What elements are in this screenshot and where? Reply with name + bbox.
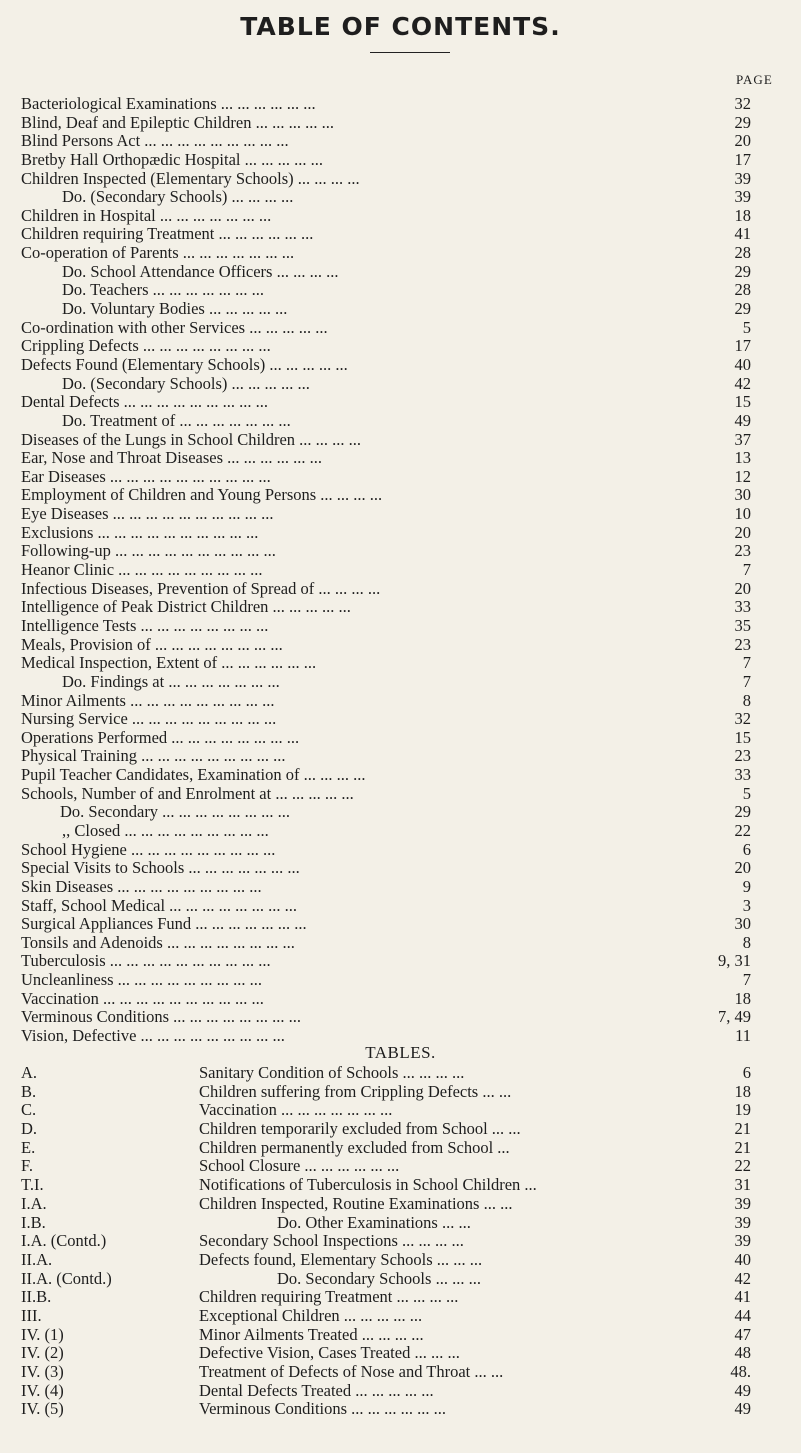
contents-entry <box>0 524 801 543</box>
entry-page-number: 18 <box>734 205 751 225</box>
table-entry <box>0 1363 801 1382</box>
entry-label: Children Inspected (Elementary Schools) ... ... ... ... <box>21 168 360 188</box>
contents-entry <box>0 654 801 673</box>
contents-entry <box>0 337 801 356</box>
entry-label: Do. School Attendance Officers ... ... ... ... <box>62 261 339 281</box>
contents-index <box>0 95 801 1046</box>
table-page-number: 21 <box>734 1137 751 1157</box>
entry-label: Children in Hospital ... ... ... ... ... ... ... <box>21 205 272 225</box>
table-description: Sanitary Condition of Schools ... ... ... ... <box>199 1063 465 1082</box>
table-description: Minor Ailments Treated ... ... ... ... <box>199 1324 424 1344</box>
table-page-number: 40 <box>734 1249 751 1269</box>
table-description: Defective Vision, Cases Treated ... ... ... <box>199 1343 460 1363</box>
table-code: D. <box>21 1119 38 1139</box>
table-entry <box>0 1101 801 1120</box>
entry-page-number: 22 <box>734 820 751 840</box>
contents-entry <box>0 505 801 524</box>
table-page-number: 41 <box>734 1287 751 1307</box>
table-entry <box>0 1382 801 1401</box>
entry-page-number: 23 <box>734 746 751 766</box>
table-code: T.I. <box>21 1175 44 1195</box>
contents-entry <box>0 952 801 971</box>
table-entry <box>0 1400 801 1419</box>
entry-page-number: 28 <box>734 243 751 263</box>
entry-page-number: 8 <box>742 932 751 952</box>
table-entry <box>0 1251 801 1270</box>
table-code: I.A. <box>21 1193 47 1213</box>
table-entry <box>0 1214 801 1233</box>
entry-page-number: 15 <box>734 727 751 747</box>
entry-label: Ear, Nose and Throat Diseases ... ... ... ... ... ... <box>21 448 323 468</box>
contents-entry <box>0 393 801 412</box>
contents-entry <box>0 897 801 916</box>
contents-entry <box>0 263 801 282</box>
contents-entry <box>0 431 801 450</box>
table-description: Notifications of Tuberculosis in School Children ... <box>199 1175 537 1195</box>
table-code: III. <box>21 1305 42 1325</box>
entry-label: Heanor Clinic ... ... ... ... ... ... ... ... ... <box>21 560 263 580</box>
entry-label: Exclusions ... ... ... ... ... ... ... ... ... ... <box>21 522 259 542</box>
contents-entry <box>0 859 801 878</box>
contents-entry <box>0 803 801 822</box>
entry-page-number: 42 <box>734 373 751 393</box>
table-entry <box>0 1176 801 1195</box>
entry-label: Diseases of the Lungs in School Children ... ... ... ... <box>21 429 362 449</box>
entry-label: Uncleanliness ... ... ... ... ... ... ... ... ... <box>21 970 263 990</box>
entry-label: Verminous Conditions ... ... ... ... ... ... ... ... <box>21 1007 302 1027</box>
contents-entry <box>0 114 801 133</box>
entry-label: Employment of Children and Young Persons ... ... ... ... <box>21 485 383 505</box>
contents-entry <box>0 300 801 319</box>
table-description: Secondary School Inspections ... ... ... ... <box>199 1231 464 1251</box>
entry-label: Co-ordination with other Services ... ... ... ... ... <box>21 317 328 337</box>
table-code: IV. (4) <box>21 1380 64 1400</box>
contents-entry <box>0 170 801 189</box>
contents-entry <box>0 188 801 207</box>
entry-label: Crippling Defects ... ... ... ... ... ... ... ... <box>21 336 271 356</box>
table-page-number: 44 <box>734 1305 751 1325</box>
entry-label: Blind, Deaf and Epileptic Children ... ... ... ... ... <box>21 112 334 132</box>
table-description: Vaccination ... ... ... ... ... ... ... <box>199 1100 393 1120</box>
table-page-number: 39 <box>734 1231 751 1251</box>
entry-page-number: 33 <box>734 597 751 617</box>
tables-heading: TABLES. <box>365 1043 436 1062</box>
table-entry <box>0 1157 801 1176</box>
table-code: E. <box>21 1137 36 1157</box>
entry-label: Children requiring Treatment ... ... ... ... ... ... <box>21 224 314 244</box>
entry-page-number: 11 <box>735 1026 751 1046</box>
contents-entry <box>0 934 801 953</box>
contents-entry <box>0 486 801 505</box>
contents-entry <box>0 225 801 244</box>
table-page-number: 6 <box>742 1063 751 1082</box>
table-page-number: 39 <box>734 1193 751 1213</box>
entry-label: Vision, Defective ... ... ... ... ... ... ... ... ... <box>21 1026 285 1046</box>
table-code: IV. (3) <box>21 1362 64 1381</box>
contents-entry <box>0 412 801 431</box>
table-description: Children permanently excluded from School ... <box>199 1137 510 1157</box>
entry-label: Do. Treatment of ... ... ... ... ... ... ... <box>62 410 291 430</box>
entry-page-number: 28 <box>734 280 751 300</box>
entry-page-number: 7, 49 <box>718 1007 751 1027</box>
entry-label: Tonsils and Adenoids ... ... ... ... ... ... ... ... <box>21 932 295 952</box>
entry-page-number: 20 <box>734 858 751 878</box>
entry-label: Physical Training ... ... ... ... ... ... ... ... ... <box>21 746 286 766</box>
entry-page-number: 20 <box>734 131 751 151</box>
entry-page-number: 17 <box>734 149 751 169</box>
table-code: II.B. <box>21 1287 52 1307</box>
table-page-number: 19 <box>734 1100 751 1120</box>
contents-entry <box>0 841 801 860</box>
contents-entry <box>0 878 801 897</box>
table-page-number: 47 <box>734 1324 751 1344</box>
entry-page-number: 9, 31 <box>718 951 751 971</box>
contents-entry <box>0 915 801 934</box>
entry-label: Intelligence of Peak District Children ... ... ... ... ... <box>21 597 351 617</box>
entry-page-number: 12 <box>734 466 751 486</box>
entry-page-number: 7 <box>742 671 751 691</box>
entry-label: Do. Secondary ... ... ... ... ... ... ... ... <box>60 802 291 822</box>
page-column-heading: PAGE <box>736 72 773 87</box>
entry-page-number: 37 <box>734 429 751 449</box>
table-entry <box>0 1288 801 1307</box>
entry-page-number: 7 <box>742 653 751 673</box>
contents-entry <box>0 207 801 226</box>
entry-label: Infectious Diseases, Prevention of Spread of ... ... ... ... <box>21 578 381 598</box>
entry-page-number: 29 <box>734 802 751 822</box>
contents-entry <box>0 747 801 766</box>
contents-entry <box>0 990 801 1009</box>
title-rule <box>370 52 450 53</box>
contents-entry <box>0 580 801 599</box>
contents-entry <box>0 822 801 841</box>
entry-page-number: 5 <box>742 783 751 803</box>
table-page-number: 49 <box>734 1380 751 1400</box>
entry-label: Operations Performed ... ... ... ... ... ... ... ... <box>21 727 300 747</box>
tables-index <box>0 1064 801 1419</box>
table-description: Defects found, Elementary Schools ... ... ... <box>199 1249 483 1269</box>
entry-label: ,, Closed ... ... ... ... ... ... ... ... ... <box>62 820 269 840</box>
contents-entry <box>0 673 801 692</box>
table-description: Treatment of Defects of Nose and Throat ... ... <box>199 1362 504 1381</box>
table-entry <box>0 1270 801 1289</box>
contents-entry <box>0 244 801 263</box>
entry-label: Vaccination ... ... ... ... ... ... ... ... ... ... <box>21 988 264 1008</box>
entry-label: Nursing Service ... ... ... ... ... ... ... ... ... <box>21 709 277 729</box>
entry-label: Do. (Secondary Schools) ... ... ... ... ... <box>62 373 310 393</box>
table-description: Do. Other Examinations ... ... <box>277 1212 471 1232</box>
table-entry <box>0 1083 801 1102</box>
contents-entry <box>0 281 801 300</box>
contents-entry <box>0 729 801 748</box>
table-page-number: 49 <box>734 1399 751 1419</box>
entry-page-number: 41 <box>734 224 751 244</box>
entry-page-number: 5 <box>742 317 751 337</box>
table-code: B. <box>21 1081 37 1101</box>
table-code: II.A. <box>21 1249 53 1269</box>
entry-label: Bretby Hall Orthopædic Hospital ... ... ... ... ... <box>21 149 324 169</box>
table-entry <box>0 1139 801 1158</box>
entry-page-number: 17 <box>734 336 751 356</box>
contents-entry <box>0 561 801 580</box>
table-code: I.B. <box>21 1212 46 1232</box>
table-description: School Closure ... ... ... ... ... ... <box>199 1156 400 1176</box>
entry-page-number: 18 <box>734 988 751 1008</box>
table-code: IV. (5) <box>21 1399 64 1419</box>
entry-label: Eye Diseases ... ... ... ... ... ... ... ... ... ... <box>21 504 274 524</box>
entry-page-number: 10 <box>734 504 751 524</box>
entry-page-number: 23 <box>734 634 751 654</box>
entry-label: Pupil Teacher Candidates, Examination of ... ... ... ... <box>21 765 366 785</box>
entry-page-number: 40 <box>734 354 751 374</box>
table-description: Exceptional Children ... ... ... ... ... <box>199 1305 423 1325</box>
table-description: Do. Secondary Schools ... ... ... <box>277 1268 481 1288</box>
entry-page-number: 29 <box>734 299 751 319</box>
table-page-number: 21 <box>734 1119 751 1139</box>
entry-page-number: 32 <box>734 94 751 113</box>
entry-label: Bacteriological Examinations ... ... ... ... ... ... <box>21 94 316 113</box>
contents-entry <box>0 468 801 487</box>
entry-label: Special Visits to Schools ... ... ... ... ... ... ... <box>21 858 300 878</box>
entry-label: Tuberculosis ... ... ... ... ... ... ... ... ... ... <box>21 951 271 971</box>
contents-entry <box>0 132 801 151</box>
entry-label: Do. Teachers ... ... ... ... ... ... ... <box>62 280 265 300</box>
entry-page-number: 9 <box>742 876 751 896</box>
table-code: C. <box>21 1100 37 1120</box>
page-title: TABLE OF CONTENTS. <box>240 12 561 41</box>
table-entry <box>0 1232 801 1251</box>
table-entry <box>0 1307 801 1326</box>
entry-page-number: 20 <box>734 522 751 542</box>
contents-entry <box>0 95 801 114</box>
contents-entry <box>0 598 801 617</box>
entry-page-number: 8 <box>742 690 751 710</box>
table-page-number: 48 <box>734 1343 751 1363</box>
entry-label: Medical Inspection, Extent of ... ... ... ... ... ... <box>21 653 317 673</box>
contents-entry <box>0 1008 801 1027</box>
table-page-number: 39 <box>734 1212 751 1232</box>
table-entry <box>0 1120 801 1139</box>
entry-page-number: 30 <box>734 485 751 505</box>
entry-label: Co-operation of Parents ... ... ... ... ... ... ... <box>21 243 295 263</box>
table-page-number: 31 <box>734 1175 751 1195</box>
contents-entry <box>0 356 801 375</box>
table-code: F. <box>21 1156 33 1176</box>
table-entry <box>0 1344 801 1363</box>
contents-entry <box>0 766 801 785</box>
table-code: II.A. (Contd.) <box>21 1268 112 1288</box>
contents-entry <box>0 375 801 394</box>
table-description: Dental Defects Treated ... ... ... ... ... <box>199 1380 434 1400</box>
contents-entry <box>0 542 801 561</box>
contents-entry <box>0 692 801 711</box>
entry-label: Do. Voluntary Bodies ... ... ... ... ... <box>62 299 288 319</box>
entry-label: Staff, School Medical ... ... ... ... ... ... ... ... <box>21 895 298 915</box>
table-code: A. <box>21 1063 38 1082</box>
contents-entry <box>0 319 801 338</box>
contents-entry <box>0 710 801 729</box>
contents-entry <box>0 971 801 990</box>
entry-label: Skin Diseases ... ... ... ... ... ... ... ... ... <box>21 876 262 896</box>
table-page-number: 48. <box>730 1362 751 1381</box>
contents-entry <box>0 636 801 655</box>
contents-entry <box>0 617 801 636</box>
entry-page-number: 3 <box>742 895 751 915</box>
contents-entry <box>0 151 801 170</box>
entry-page-number: 29 <box>734 261 751 281</box>
entry-page-number: 33 <box>734 765 751 785</box>
entry-label: Intelligence Tests ... ... ... ... ... ... ... ... <box>21 615 269 635</box>
entry-page-number: 39 <box>734 168 751 188</box>
table-code: IV. (2) <box>21 1343 64 1363</box>
entry-page-number: 15 <box>734 392 751 412</box>
entry-page-number: 20 <box>734 578 751 598</box>
table-page-number: 18 <box>734 1081 751 1101</box>
table-code: IV. (1) <box>21 1324 64 1344</box>
entry-label: Do. Findings at ... ... ... ... ... ... ... <box>62 671 280 691</box>
entry-page-number: 29 <box>734 112 751 132</box>
table-description: Children suffering from Crippling Defects ... ... <box>199 1081 512 1101</box>
table-code: I.A. (Contd.) <box>21 1231 107 1251</box>
entry-page-number: 49 <box>734 410 751 430</box>
entry-label: Defects Found (Elementary Schools) ... ... ... ... ... <box>21 354 348 374</box>
table-entry <box>0 1326 801 1345</box>
entry-label: Meals, Provision of ... ... ... ... ... ... ... ... <box>21 634 283 654</box>
table-description: Children requiring Treatment ... ... ... ... <box>199 1287 459 1307</box>
contents-entry <box>0 449 801 468</box>
entry-page-number: 30 <box>734 914 751 934</box>
entry-label: Dental Defects ... ... ... ... ... ... ... ... ... <box>21 392 268 412</box>
table-page-number: 22 <box>734 1156 751 1176</box>
entry-label: Following-up ... ... ... ... ... ... ... ... ... ... <box>21 541 276 561</box>
entry-page-number: 13 <box>734 448 751 468</box>
entry-label: Ear Diseases ... ... ... ... ... ... ... ... ... ... <box>21 466 271 486</box>
table-description: Verminous Conditions ... ... ... ... ... ... <box>199 1399 447 1419</box>
entry-page-number: 32 <box>734 709 751 729</box>
entry-page-number: 6 <box>742 839 751 859</box>
entry-label: Schools, Number of and Enrolment at ... ... ... ... ... <box>21 783 354 803</box>
entry-page-number: 23 <box>734 541 751 561</box>
entry-page-number: 39 <box>734 187 751 207</box>
table-page-number: 42 <box>734 1268 751 1288</box>
entry-page-number: 35 <box>734 615 751 635</box>
table-description: Children Inspected, Routine Examinations ... ... <box>199 1193 513 1213</box>
entry-label: School Hygiene ... ... ... ... ... ... ... ... ... <box>21 839 276 859</box>
contents-entry <box>0 785 801 804</box>
entry-label: Surgical Appliances Fund ... ... ... ... ... ... ... <box>21 914 307 934</box>
table-entry <box>0 1064 801 1083</box>
table-description: Children temporarily excluded from School ... ... <box>199 1119 521 1139</box>
entry-label: Blind Persons Act ... ... ... ... ... ... ... ... ... <box>21 131 289 151</box>
entry-page-number: 7 <box>742 560 751 580</box>
entry-label: Minor Ailments ... ... ... ... ... ... ... ... ... <box>21 690 275 710</box>
table-entry <box>0 1195 801 1214</box>
entry-label: Do. (Secondary Schools) ... ... ... ... <box>62 187 294 207</box>
entry-page-number: 7 <box>742 970 751 990</box>
